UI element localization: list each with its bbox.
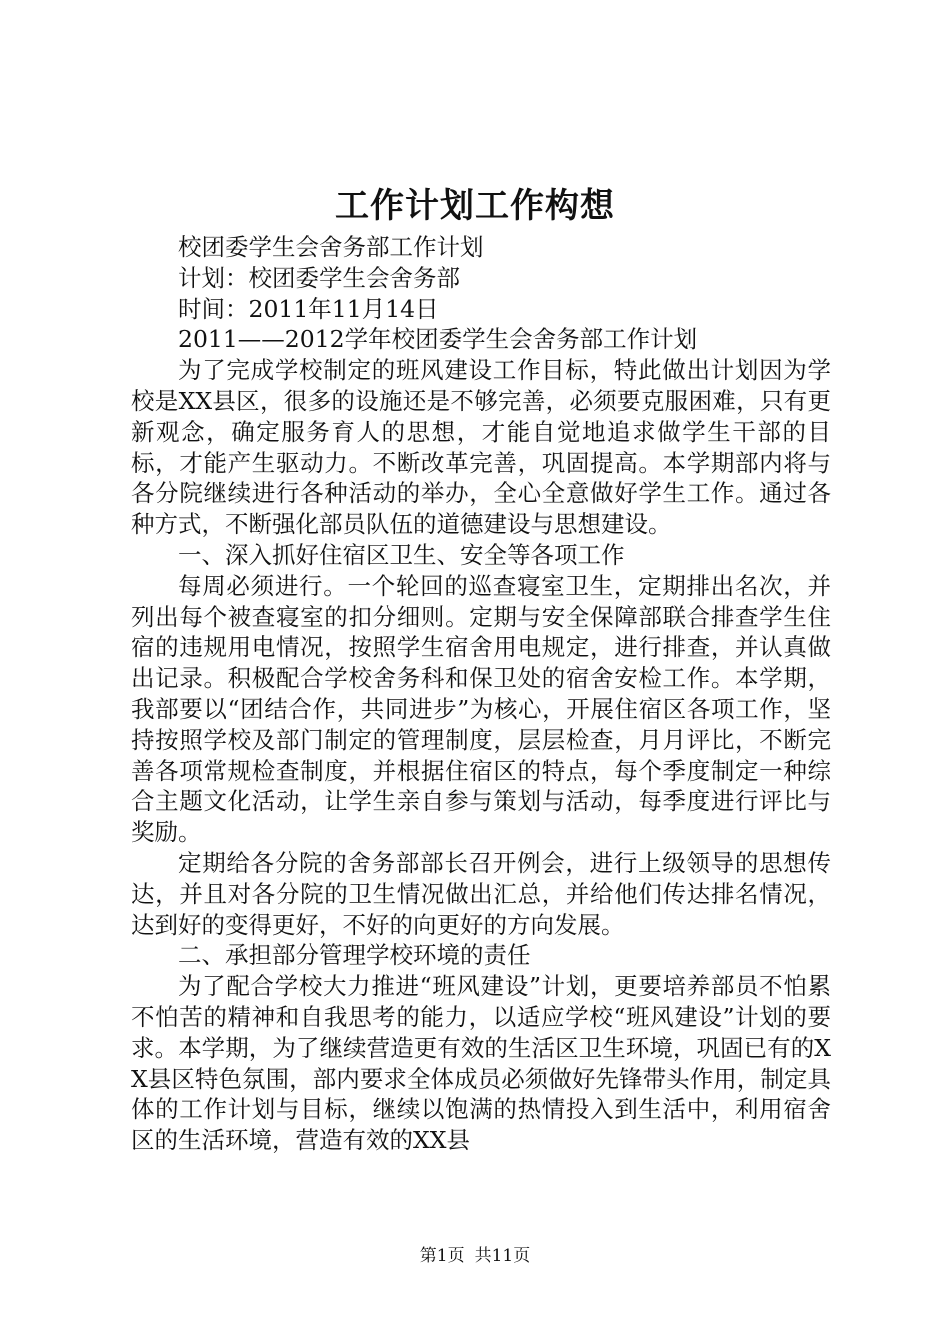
section-heading-1: 一、深入抓好住宿区卫生、安全等各项工作 [178, 540, 625, 569]
paragraph-planner: 计划：校团委学生会舍务部 [178, 263, 460, 292]
paragraph-section-1-body: 每周必须进行。一个轮回的巡查寝室卫生，定期排出名次，并列出每个被查寝室的扣分细则。定期与安全保障部联合排查学生住宿的违规用电情况，按照学生宿舍用电规定，进行排查，并认真做出记录。积极配合学校舍务科和保卫处的宿舍安检工作。本学期，我部要以“团结合作，共同进步”为核心，开展住宿区各项工作，坚持按照学校及部门制定的管理制度，层层检查，月月评比，不断完善各项常规检查制度，并根据住宿区的特点，每个季度制定一种综合主题文化活动，让学生亲自参与策划与活动，每季度进行评比与奖励。 [131, 571, 831, 847]
page-total: 共11页 [474, 1246, 531, 1266]
paragraph-section-2-body: 为了配合学校大力推进“班风建设”计划，更要培养部员不怕累不怕苦的精神和自我思考的能力，以适应学校“班风建设”计划的要求。本学期，为了继续营造更有效的生活区卫生环境，巩固已有的XX县区特色氛围，部内要求全体成员必须做好先锋带头作用，制定具体的工作计划与目标，继续以饱满的热情投入到生活中，利用宿舍区的生活环境，营造有效的XX县 [131, 972, 831, 1155]
paragraph-intro: 为了完成学校制定的班风建设工作目标，特此做出计划因为学校是XX县区，很多的设施还是不够完善，必须要克服困难，只有更新观念，确定服务育人的思想，才能自觉地追求做学生干部的目标，才能产生驱动力。不断改革完善，巩固提高。本学期部内将与各分院继续进行各种活动的举办，全心全意做好学生工作。通过各种方式，不断强化部员队伍的道德建设与思想建设。 [131, 356, 831, 539]
document-title: 工作计划工作构想 [335, 186, 615, 226]
section-heading-2: 二、承担部分管理学校环境的责任 [178, 941, 531, 970]
document-body [131, 232, 831, 1156]
paragraph-heading-line: 校团委学生会舍务部工作计划 [178, 233, 484, 261]
paragraph-date: 时间：2011年11月14日 [178, 294, 439, 323]
paragraph-section-1-meeting: 定期给各分院的舍务部部长召开例会，进行上级领导的思想传达，并且对各分院的卫生情况做出汇总，并给他们传达排名情况，达到好的变得更好，不好的向更好的方向发展。 [131, 848, 831, 939]
page-footer [0, 1244, 950, 1268]
page-number: 第1页 [419, 1246, 465, 1266]
paragraph-plan-title: 2011——2012学年校团委学生会舍务部工作计划 [178, 325, 698, 354]
